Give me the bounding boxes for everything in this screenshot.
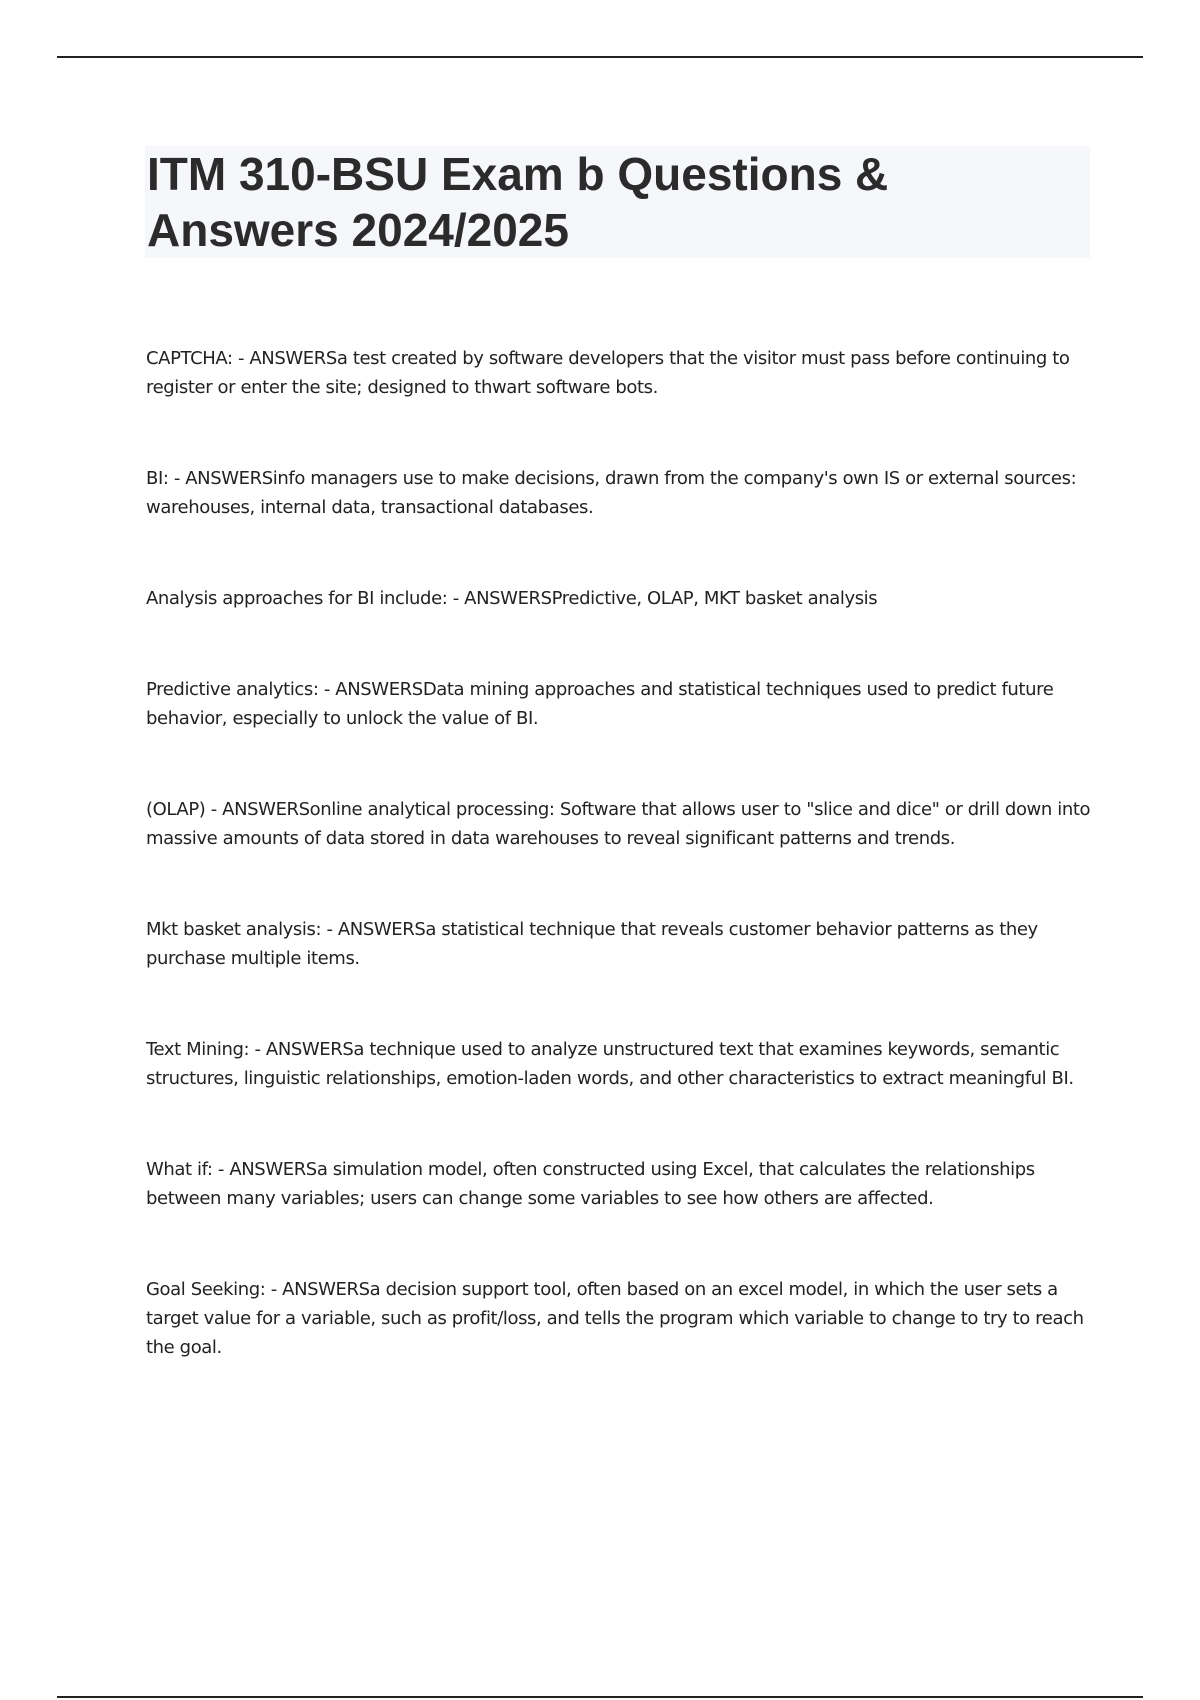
top-divider <box>57 56 1143 58</box>
qa-item-goal-seeking: Goal Seeking: - ANSWERSa decision support tool, often based on an excel model, in which the user sets a target value for a variable, such as profit/loss, and tells the program which variable to change to try to reach the goal. <box>146 1279 1084 1358</box>
qa-item-predictive-analytics: Predictive analytics: - ANSWERSData mining approaches and statistical techniques used to predict future behavior, especially to unlock the value of BI. <box>146 679 1054 729</box>
qa-item-olap: (OLAP) - ANSWERSonline analytical processing: Software that allows user to "slice and dice" or drill down into massive amounts of data stored in data warehouses to reveal significant patterns and trends. <box>146 799 1091 849</box>
bottom-divider <box>57 1696 1143 1698</box>
document-title: ITM 310-BSU Exam b Questions & Answers 2024/2025 <box>147 148 889 256</box>
qa-item-text-mining: Text Mining: - ANSWERSa technique used to analyze unstructured text that examines keywords, semantic structures, linguistic relationships, emotion-laden words, and other characteristics to extract meaningful BI. <box>146 1039 1074 1089</box>
qa-item-captcha: CAPTCHA: - ANSWERSa test created by software developers that the visitor must pass before continuing to register or enter the site; designed to thwart software bots. <box>146 348 1070 398</box>
qa-item-what-if: What if: - ANSWERSa simulation model, often constructed using Excel, that calculates the relationships between many variables; users can change some variables to see how others are affected. <box>146 1159 1035 1209</box>
qa-item-analysis-approaches: Analysis approaches for BI include: - ANSWERSPredictive, OLAP, MKT basket analysis <box>146 588 878 609</box>
qa-item-bi: BI: - ANSWERSinfo managers use to make decisions, drawn from the company's own IS or external sources: warehouses, internal data, transactional databases. <box>146 468 1077 518</box>
qa-item-mkt-basket: Mkt basket analysis: - ANSWERSa statistical technique that reveals customer behavior patterns as they purchase multiple items. <box>146 919 1038 969</box>
qa-list <box>146 344 1091 1424</box>
title-banner <box>145 146 1090 258</box>
